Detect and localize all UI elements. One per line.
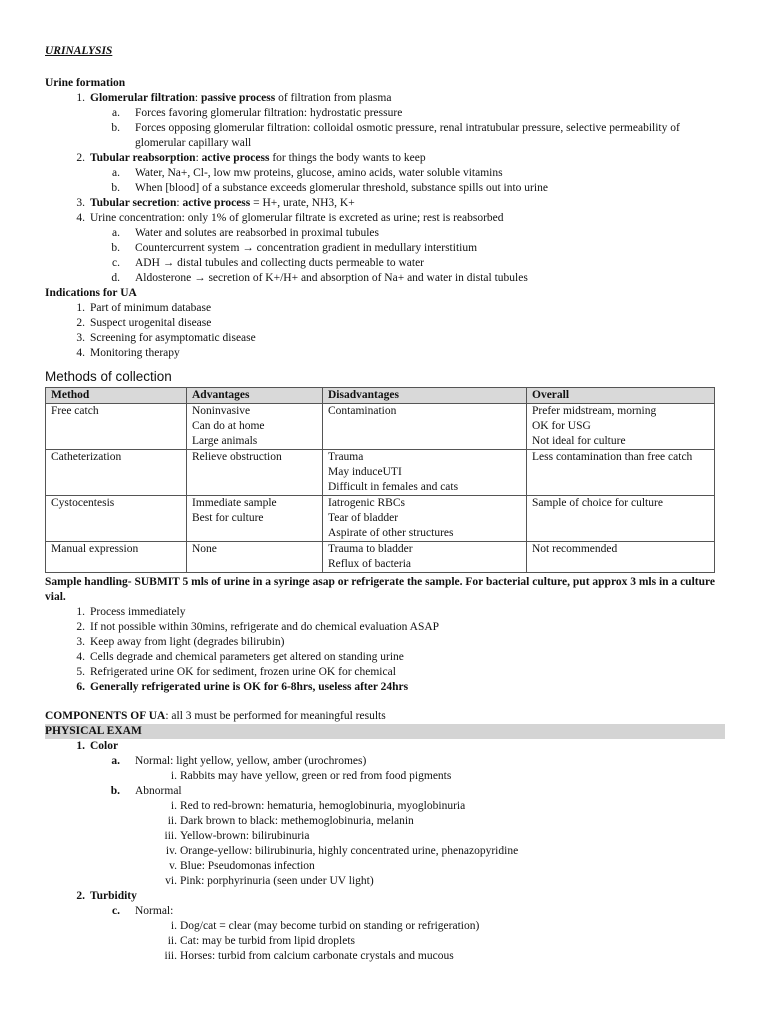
cell-line: Aspirate of other structures: [328, 527, 454, 539]
cell-line: Large animals: [192, 435, 258, 447]
list-subsubitem: i. Rabbits may have yellow, green or red from food pigments: [170, 770, 452, 782]
table-cell-advantages: [187, 404, 323, 450]
section-heading-methods: Methods of collection: [45, 369, 172, 384]
list-item: 3. Tubular secretion: active process = H+, urate, NH3, K+: [76, 197, 355, 209]
cell-line: Difficult in females and cats: [328, 481, 459, 493]
cell-line: Tear of bladder: [328, 512, 399, 524]
document-page: [45, 44, 725, 964]
table-row: [46, 496, 715, 542]
list-item: 1. Part of minimum database: [76, 302, 212, 314]
cell-line: Noninvasive: [192, 405, 251, 417]
list-subsubitem: iii. Yellow-brown: bilirubinuria: [164, 830, 310, 842]
cell-line: Iatrogenic RBCs: [328, 497, 405, 509]
list-item: 3. Keep away from light (degrades bilirubin): [76, 636, 285, 648]
cell-line: Sample of choice for culture: [532, 497, 663, 509]
table-cell-disadvantages: [323, 404, 527, 450]
column-header: Method: [46, 388, 187, 404]
cell-line: Not recommended: [532, 543, 618, 555]
cell-line: Can do at home: [192, 420, 265, 432]
list-number: 1.: [76, 92, 85, 104]
table-cell-method: [46, 450, 187, 496]
column-header: Overall: [527, 388, 715, 404]
list-subitem: a. Water and solutes are reabsorbed in proximal tubules: [112, 227, 380, 239]
table-cell-method: [46, 542, 187, 573]
list-item: 2. If not possible within 30mins, refrigerate and do chemical evaluation ASAP: [76, 621, 440, 633]
list-text: Glomerular filtration: passive process of filtration from plasma: [90, 92, 392, 104]
components-line: COMPONENTS OF UA: all 3 must be performed for meaningful results: [45, 710, 386, 722]
cell-line: OK for USG: [532, 420, 591, 432]
column-header: Disadvantages: [323, 388, 527, 404]
list-subitem: d. Aldosterone → secretion of K+/H+ and absorption of Na+ and water in distal tubules: [111, 272, 528, 284]
list-subsubitem: i. Red to red-brown: hematuria, hemoglobinuria, myoglobinuria: [170, 800, 466, 812]
table-cell-advantages: [187, 542, 323, 573]
section-heading-indications: Indications for UA: [45, 287, 137, 299]
list-item: 2. Tubular reabsorption: active process for things the body wants to keep: [76, 152, 426, 164]
document-title: URINALYSIS: [45, 45, 113, 57]
cell-line: Contamination: [328, 405, 397, 417]
section-heading-physical-exam: PHYSICAL EXAM: [45, 724, 725, 739]
cell-line: Trauma: [328, 451, 364, 463]
list-item: 1. Process immediately: [76, 606, 186, 618]
cell-line: May induceUTI: [328, 466, 402, 478]
list-subitem: b. When [blood] of a substance exceeds glomerular threshold, substance spills out into urine: [111, 182, 548, 194]
cell-line: None: [192, 543, 217, 555]
cell-line: Immediate sample: [192, 497, 277, 509]
table-row: [46, 404, 715, 450]
list-subsubitem: ii. Cat: may be turbid from lipid droplets: [167, 935, 356, 947]
table-cell-method: [46, 496, 187, 542]
table-cell-method: [46, 404, 187, 450]
cell-line: Not ideal for culture: [532, 435, 626, 447]
list-item: 6. Generally refrigerated urine is OK for 6-8hrs, useless after 24hrs: [76, 681, 409, 693]
cell-line: Manual expression: [51, 543, 139, 555]
table-cell-advantages: [187, 450, 323, 496]
table-row: [46, 450, 715, 496]
list-subitem: a. Normal: light yellow, yellow, amber (urochromes): [111, 755, 367, 767]
cell-line: Reflux of bacteria: [328, 558, 412, 570]
list-text: Tubular reabsorption: active process for things the body wants to keep: [90, 152, 426, 164]
table-cell-overall: [527, 450, 715, 496]
list-subitem: c. ADH → distal tubules and collecting ducts permeable to water: [112, 257, 425, 269]
list-subsubitem: iv. Orange-yellow: bilirubinuria, highly concentrated urine, phenazopyridine: [165, 845, 519, 857]
table-cell-disadvantages: [323, 496, 527, 542]
cell-line: Best for culture: [192, 512, 264, 524]
list-subitem: b. Countercurrent system → concentration gradient in medullary interstitium: [111, 242, 478, 254]
list-item: 4. Cells degrade and chemical parameters get altered on standing urine: [76, 651, 404, 663]
list-item: 4. Monitoring therapy: [76, 347, 180, 359]
table-cell-advantages: [187, 496, 323, 542]
list-subsubitem: v. Blue: Pseudomonas infection: [169, 860, 315, 872]
list-subitem: b. Abnormal: [110, 785, 182, 797]
table-row: [46, 542, 715, 573]
list-item: 1. Color: [76, 740, 119, 752]
table-header-row: [46, 388, 715, 404]
list-subitem: b. Forces opposing glomerular filtration: colloidal osmotic pressure, renal intratubular pressure, selective permeability of glomerular capillary wall: [111, 122, 680, 149]
cell-line: Less contamination than free catch: [532, 451, 693, 463]
list-item: 2. Suspect urogenital disease: [76, 317, 212, 329]
list-subitem: c. Normal:: [112, 905, 174, 917]
section-heading-urine-formation: Urine formation: [45, 77, 126, 89]
cell-line: Catheterization: [51, 451, 122, 463]
cell-line: Trauma to bladder: [328, 543, 413, 555]
cell-line: Cystocentesis: [51, 497, 115, 509]
list-subsubitem: ii. Dark brown to black: methemoglobinuria, melanin: [167, 815, 414, 827]
list-subsubitem: i. Dog/cat = clear (may become turbid on standing or refrigeration): [170, 920, 480, 932]
sample-handling-note: Sample handling- SUBMIT 5 mls of urine in a syringe asap or refrigerate the sample. For bacterial culture, put approx 3 mls in a culture vial.: [45, 576, 715, 603]
list-item: 2. Turbidity: [76, 890, 137, 902]
column-header: Advantages: [187, 388, 323, 404]
cell-line: Free catch: [51, 405, 99, 417]
table-cell-overall: [527, 496, 715, 542]
cell-line: Prefer midstream, morning: [532, 405, 657, 417]
list-subsubitem: vi. Pink: porphyrinuria (seen under UV light): [165, 875, 374, 887]
list-text: Tubular secretion: active process = H+, urate, NH3, K+: [90, 197, 355, 209]
table-cell-disadvantages: [323, 542, 527, 573]
table-cell-overall: [527, 542, 715, 573]
table-cell-disadvantages: [323, 450, 527, 496]
list-item: 3. Screening for asymptomatic disease: [76, 332, 256, 344]
list-item: 4. Urine concentration: only 1% of glomerular filtrate is excreted as urine; rest is reabsorbed: [76, 212, 504, 224]
list-item: [45, 91, 725, 106]
methods-table: [45, 387, 715, 573]
table-cell-overall: [527, 404, 715, 450]
list-subsubitem: iii. Horses: turbid from calcium carbonate crystals and mucous: [164, 950, 454, 962]
cell-line: Relieve obstruction: [192, 451, 282, 463]
list-subitem: a. Forces favoring glomerular filtration: hydrostatic pressure: [112, 107, 403, 119]
list-item: 5. Refrigerated urine OK for sediment, frozen urine OK for chemical: [76, 666, 396, 678]
list-subitem: a. Water, Na+, Cl-, low mw proteins, glucose, amino acids, water soluble vitamins: [112, 167, 503, 179]
